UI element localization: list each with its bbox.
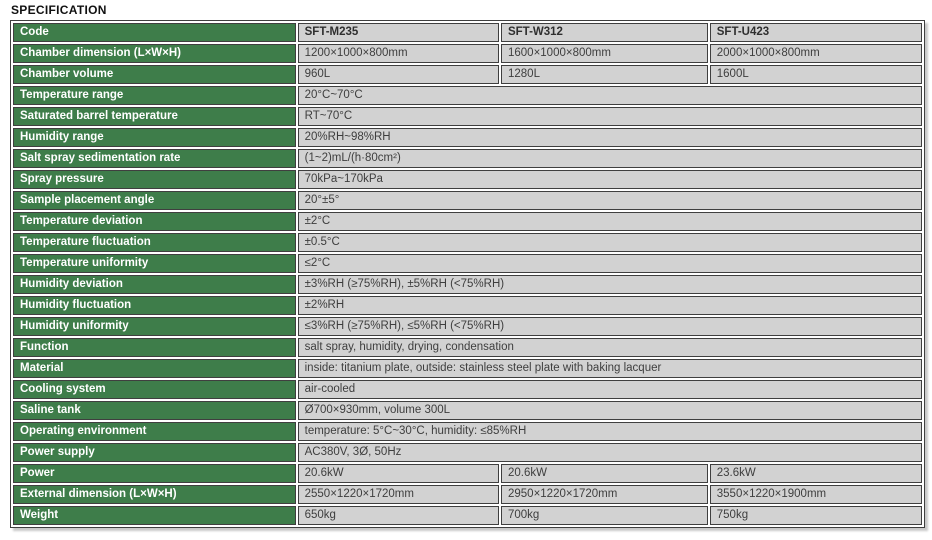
- spec-row-label: Power supply: [13, 443, 296, 462]
- spec-row-label: Humidity fluctuation: [13, 296, 296, 315]
- spec-row-label: Humidity deviation: [13, 275, 296, 294]
- spec-row-label: Temperature uniformity: [13, 254, 296, 273]
- spec-row: [13, 149, 922, 168]
- spec-row: [13, 86, 922, 105]
- spec-row-value: inside: titanium plate, outside: stainless steel plate with baking lacquer: [298, 359, 922, 378]
- spec-row-label: Chamber volume: [13, 65, 296, 84]
- spec-row-value: 2950×1220×1720mm: [501, 485, 708, 504]
- spec-row: [13, 23, 922, 42]
- spec-row-label: Function: [13, 338, 296, 357]
- spec-row-label: Temperature range: [13, 86, 296, 105]
- spec-row-label: Weight: [13, 506, 296, 525]
- spec-row-value: SFT-W312: [501, 23, 708, 42]
- spec-row: [13, 128, 922, 147]
- spec-row-label: Salt spray sedimentation rate: [13, 149, 296, 168]
- spec-row: [13, 422, 922, 441]
- spec-row-value: ±3%RH (≥75%RH), ±5%RH (<75%RH): [298, 275, 922, 294]
- spec-row-label: Chamber dimension (L×W×H): [13, 44, 296, 63]
- spec-row-value: ±2°C: [298, 212, 922, 231]
- spec-row: [13, 107, 922, 126]
- spec-row-value: 20.6kW: [501, 464, 708, 483]
- spec-row-value: 20°±5°: [298, 191, 922, 210]
- spec-row-label: Temperature deviation: [13, 212, 296, 231]
- spec-row-value: 2550×1220×1720mm: [298, 485, 499, 504]
- spec-row-value: 3550×1220×1900mm: [710, 485, 922, 504]
- spec-row-value: 20°C~70°C: [298, 86, 922, 105]
- spec-row-value: 1600×1000×800mm: [501, 44, 708, 63]
- spec-row-label: Operating environment: [13, 422, 296, 441]
- spec-row: [13, 170, 922, 189]
- spec-row-value: air-cooled: [298, 380, 922, 399]
- spec-row-label: Humidity range: [13, 128, 296, 147]
- spec-row-value: 20%RH~98%RH: [298, 128, 922, 147]
- spec-row-label: Spray pressure: [13, 170, 296, 189]
- page-title: SPECIFICATION: [11, 3, 107, 17]
- spec-row-label: Material: [13, 359, 296, 378]
- spec-row-value: 700kg: [501, 506, 708, 525]
- spec-row-value: 1200×1000×800mm: [298, 44, 499, 63]
- spec-row: [13, 233, 922, 252]
- spec-row: [13, 464, 922, 483]
- spec-row-value: ≤2°C: [298, 254, 922, 273]
- spec-row-label: Power: [13, 464, 296, 483]
- spec-row-value: 23.6kW: [710, 464, 922, 483]
- spec-row: [13, 317, 922, 336]
- spec-row: [13, 485, 922, 504]
- spec-row: [13, 443, 922, 462]
- spec-row-label: Temperature fluctuation: [13, 233, 296, 252]
- spec-row: [13, 275, 922, 294]
- spec-row-value: ±2%RH: [298, 296, 922, 315]
- spec-row-value: temperature: 5°C~30°C, humidity: ≤85%RH: [298, 422, 922, 441]
- spec-row-value: (1~2)mL/(h·80cm²): [298, 149, 922, 168]
- specification-table: [10, 20, 925, 528]
- spec-row: [13, 191, 922, 210]
- spec-row-value: salt spray, humidity, drying, condensation: [298, 338, 922, 357]
- spec-row-value: AC380V, 3Ø, 50Hz: [298, 443, 922, 462]
- spec-row: [13, 506, 922, 525]
- spec-row: [13, 212, 922, 231]
- spec-row-value: 2000×1000×800mm: [710, 44, 922, 63]
- spec-row: [13, 44, 922, 63]
- spec-row-value: SFT-U423: [710, 23, 922, 42]
- spec-row-label: Sample placement angle: [13, 191, 296, 210]
- spec-row: [13, 65, 922, 84]
- spec-row: [13, 359, 922, 378]
- spec-row-label: Humidity uniformity: [13, 317, 296, 336]
- spec-row-label: Cooling system: [13, 380, 296, 399]
- spec-row-value: ≤3%RH (≥75%RH), ≤5%RH (<75%RH): [298, 317, 922, 336]
- spec-row-value: ±0.5°C: [298, 233, 922, 252]
- spec-row-label: Saturated barrel temperature: [13, 107, 296, 126]
- spec-row-value: 750kg: [710, 506, 922, 525]
- spec-row: [13, 380, 922, 399]
- spec-row-value: SFT-M235: [298, 23, 499, 42]
- spec-row: [13, 338, 922, 357]
- spec-row-value: RT~70°C: [298, 107, 922, 126]
- spec-row-label: Saline tank: [13, 401, 296, 420]
- spec-row-value: 1600L: [710, 65, 922, 84]
- spec-row: [13, 401, 922, 420]
- spec-row-value: 650kg: [298, 506, 499, 525]
- spec-row: [13, 296, 922, 315]
- spec-row-label: External dimension (L×W×H): [13, 485, 296, 504]
- spec-row: [13, 254, 922, 273]
- spec-row-value: Ø700×930mm, volume 300L: [298, 401, 922, 420]
- spec-table-body: [13, 23, 922, 525]
- spec-row-value: 960L: [298, 65, 499, 84]
- spec-row-value: 20.6kW: [298, 464, 499, 483]
- spec-row-label: Code: [13, 23, 296, 42]
- spec-row-value: 70kPa~170kPa: [298, 170, 922, 189]
- spec-row-value: 1280L: [501, 65, 708, 84]
